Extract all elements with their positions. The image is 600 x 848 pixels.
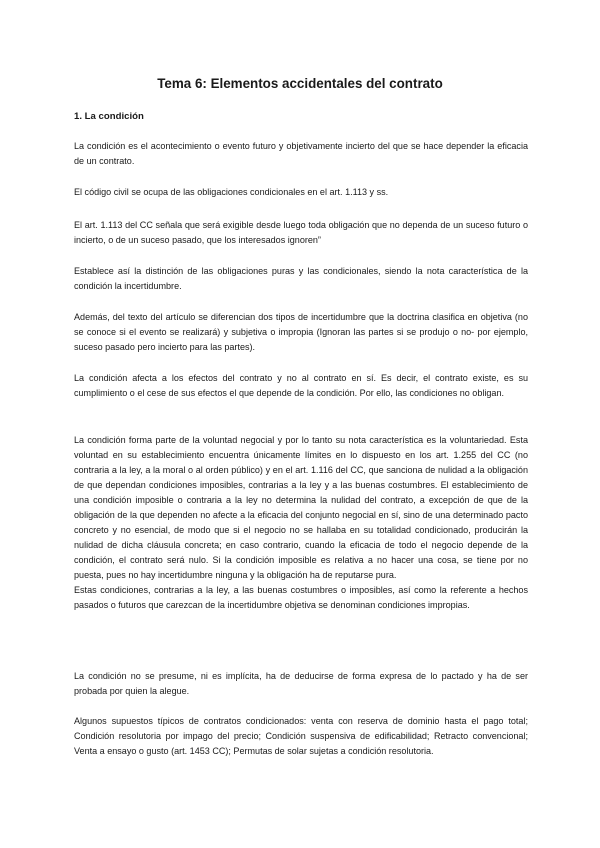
paragraph-examples: Algunos supuestos típicos de contratos condicionados: venta con reserva de dominio hasta el pago total; Condición resolutoria por impago del precio; Condición suspensiva de edificabilidad; Retracto convencional; Venta a ensayo o gusto (art. 1453 CC); Permutas de solar sujetas a condición resolutoria. — [74, 716, 528, 756]
section-heading: 1. La condición — [74, 111, 144, 122]
paragraph-presumption: La condición no se presume, ni es implícita, ha de deducirse de forma expresa de lo pactado y ha de ser probada por quien la alegue. — [74, 671, 528, 696]
paragraph-article-1113: El art. 1.113 del CC señala que será exigible desde luego toda obligación que no dependa de un suceso futuro o incierto, o de un suceso pasado, que los interesados ignoren” — [74, 220, 528, 245]
paragraph-effects: La condición afecta a los efectos del contrato y no al contrato en sí. Es decir, el contrato existe, es su cumplimiento o el cese de sus efectos el que depende de la condición. Por ello, las condiciones no obligan. — [74, 373, 528, 398]
paragraph-voluntariness — [74, 433, 528, 613]
paragraph-civil-code: El código civil se ocupa de las obligaciones condicionales en el art. 1.113 y ss. — [74, 187, 389, 197]
paragraph-distinction: Establece así la distinción de las obligaciones puras y las condicionales, siendo la nota característica de la condición la incertidumbre. — [74, 266, 528, 291]
document-title: Tema 6: Elementos accidentales del contrato — [157, 76, 443, 91]
paragraph-voluntariness-text: La condición forma parte de la voluntad negocial y por lo tanto su nota característica es la voluntariedad. Esta voluntad en su establecimiento encuentra únicamente límites en lo dispuesto en los art. 1.255 del CC (no contraria a la ley, a la moral o al orden público) y en el art. 1.116 del CC, que sanciona de nulidad a la obligación de que dependan condiciones imposibles, contrarias a la ley y a las buenas costumbres. El establecimiento de una condición imposible o contraria a la ley no determina la nulidad del contrato, a excepción de que de la obligación de la que dependen no afecte a la eficacia del conjunto negocial en sí, sino de una determinado pacto concreto y no esencial, de modo que si el negocio no se hallaba en su totalidad condicionado, producirán la nulidad de dicha cláusula concreta; en caso contrario, cuando la eficacia de todo el negocio depende de la condición, el contrato será nulo. Si la condición imposible es relativa a no hacer una cosa, se tiene por no puesta, pues no hay incertidumbre ninguna y la obligación ha de reputarse pura. — [74, 435, 528, 580]
paragraph-uncertainty-types: Además, del texto del artículo se diferencian dos tipos de incertidumbre que la doctrina clasifica en objetiva (no se conoce si el evento se realizará) y subjetiva o impropia (Ignoran las partes si se produjo o no- por ejemplo, suceso pasado pero incierto para las partes). — [74, 312, 528, 352]
paragraph-definition: La condición es el acontecimiento o evento futuro y objetivamente incierto del que se hace depender la eficacia de un contrato. — [74, 141, 528, 166]
paragraph-improper-conditions: Estas condiciones, contrarias a la ley, a las buenas costumbres o imposibles, así como la referente a hechos pasados o futuros que carezcan de la incertidumbre objetiva se denominan condiciones impropias. — [74, 585, 528, 610]
